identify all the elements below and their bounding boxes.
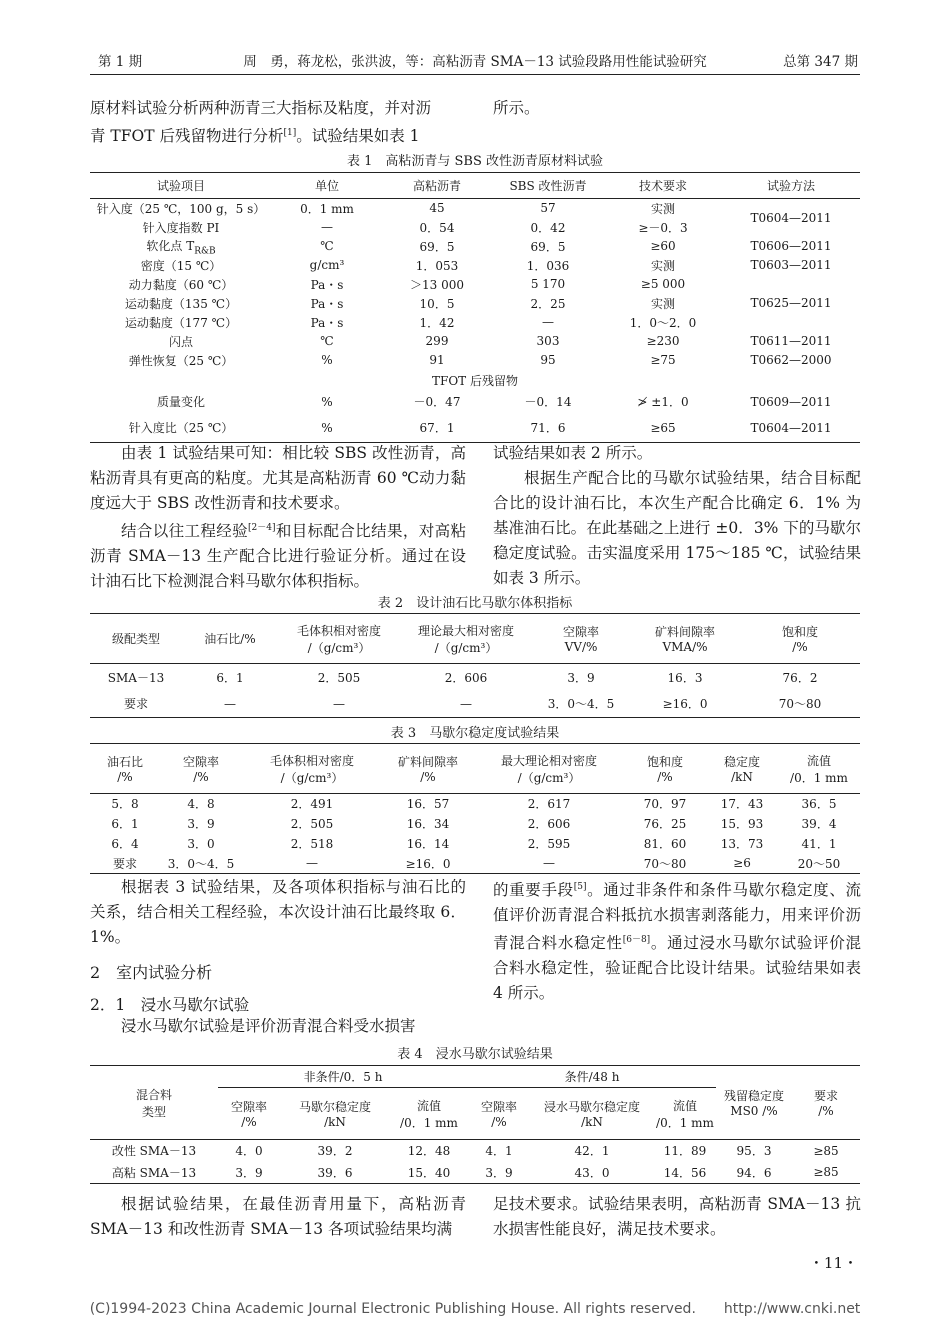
running-title: 周 勇，蒋龙松，张洪波，等：高粘沥青 SMA－13 试验段路用性能试验研究 (243, 54, 707, 70)
table-row: 弹性恢复（25 ℃） % 91 95 ≥75 T0662—2000 (128, 353, 832, 368)
page-number: ・11・ (808, 1254, 858, 1272)
table3-header-row: 油石比 /% 空隙率 /% 毛体积相对密度 /（g/cm³） 矿料间隙率 /% 最大理论相对密度 /（g/cm³） 饱和度 /% 稳定度 /kN 流值 /0．1 mm (90, 744, 860, 794)
table-row: 要求 3．0～4．5 — ≥16．0 — 70～80 ≥6 20～50 (90, 854, 860, 874)
table2-header-row: 级配类型 油石比/% 毛体积相对密度 /（g/cm³） 理论最大相对密度 /（g/cm³） 空隙率 VV/% 矿料间隙率 VMA/% 饱和度 /% (90, 614, 860, 664)
citation: [6－8] (622, 935, 651, 946)
section-2-1-heading: 2．1 浸水马歇尔试验 (90, 996, 250, 1014)
para3-right: 足技术要求。试验结果表明，高粘沥青 SMA－13 抗水损害性能良好，满足技术要求。 (493, 1195, 861, 1238)
section-2-1-text: 浸水马歇尔试验是评价沥青混合料受水损害 (121, 1017, 416, 1035)
table1 (90, 172, 860, 443)
copyright-footer: (C)1994-2023 China Academic Journal Electronic Publishing House. All rights reserved. http://www.cnki.net (89, 1301, 861, 1317)
intro-left: 原材料试验分析两种沥青三大指标及粘度，并对沥 青 TFOT 后残留物进行分析[1]。试验结果如表 1 (90, 99, 432, 146)
table3-caption: 表 3 马歇尔稳定度试验结果 (390, 726, 560, 741)
citation: [1] (283, 128, 297, 138)
table4 (90, 1065, 860, 1184)
table2 (90, 613, 860, 718)
table-row: 动力黏度（60 ℃） Pa・s ＞13 000 5 170 ≥5 000 (128, 277, 686, 292)
table-row: 改性 SMA－13 4．0 39．2 12．48 4．1 42．1 11．89 95．3 ≥85 (111, 1143, 839, 1159)
table-row: 6．1 3．9 2．505 16．34 2．606 76．25 15．93 39．4 (111, 817, 837, 831)
para1-left: 由表 1 试验结果可知：相比较 SBS 改性沥青，高粘沥青具有更高的粘度。尤其是高粘沥青 60 ℃动力黏度远大于 SBS 改性沥青和技术要求。 结合以往工程经验[2－4]和目标配合比结果，对高粘沥青 SMA－13 生产配合比进行验证分析。通过在设计油石比下检测混合料马歇尔体积指标。 (90, 444, 466, 591)
table-row: 针入度比（25 ℃） % 67．1 71．6 ≥65 T0604—2011 (90, 413, 860, 443)
table4-caption: 表 4 浸水马歇尔试验结果 (397, 1047, 553, 1062)
table-row: 高粘 SMA－13 3．9 39．6 15．40 3．9 43．0 14．56 94．6 ≥85 (90, 1162, 860, 1184)
table1-header-row: 试验项目 单位 高粘沥青 SBS 改性沥青 技术要求 试验方法 (90, 173, 860, 199)
table-row: 运动黏度（135 ℃） Pa・s 10．5 2．25 实测 T0625—2011 (124, 296, 832, 311)
table1-tfot-row: TFOT 后残留物 (432, 373, 518, 388)
intro-right: 所示。 (493, 99, 540, 117)
table-row: 密度（15 ℃） g/cm³ 1．053 1．036 实测 T0603—2011 (140, 258, 832, 273)
table4-group-row: 混合料 类型 非条件/0．5 h 条件/48 h 残留稳定度 MS0 /% 要求 /% (90, 1066, 860, 1088)
issue-label: 第 1 期 (98, 54, 143, 70)
table-row: 要求 — — — 3．0～4．5 ≥16．0 70～80 (90, 691, 860, 718)
para3-left: 根据试验结果，在最佳沥青用量下，高粘沥青 SMA－13 和改性沥青 SMA－13 各项试验结果均满 (90, 1195, 466, 1238)
para2-right: 的重要手段[5]。通过非条件和条件马歇尔稳定度、流值评价沥青混合料抵抗水损害剥落能力，用来评价沥青混合料水稳定性[6－8]。通过浸水马歇尔试验评价混合料水稳定性，验证配合比设计结果。试验结果如表 4 所示。 (493, 881, 861, 1003)
table-row: 软化点 $T_{R\&B}$ ℃ 69．5 69．5 ≥60 T0606—2011 (146, 238, 832, 256)
table-row: 6．4 3．0 2．518 16．14 2．595 81．60 13．73 41．1 (111, 837, 837, 851)
table-row: 5．8 4．8 2．491 16．57 2．617 70．97 17．43 36．5 (111, 797, 837, 812)
citation: [5] (573, 882, 587, 892)
table-row: 针入度（25 ℃，100 g，5 s） 0．1 mm 45 57 实测 T0604—2011 (96, 201, 832, 225)
table-row: 质量变化 % －0．47 －0．14 ≯ ±1．0 T0609—2011 (156, 394, 832, 410)
table-row: 针入度指数 PI — 0．54 0．42 ≥－0．3 (142, 220, 688, 235)
table-row: SMA－13 6．1 2．505 2．606 3．9 16．3 76．2 (107, 670, 818, 685)
table2-caption: 表 2 设计油石比马歇尔体积指标 (377, 596, 573, 611)
table3 (90, 743, 860, 874)
header-rule (90, 74, 860, 75)
para1-right: 试验结果如表 2 所示。 根据生产配合比的马歇尔试验结果，结合目标配合比的设计油石比，本次生产配合比确定 6．1% 为基准油石比。在此基础之上进行 ±0．3% 下的马歇尔稳定度试验。击实温度采用 175～185 ℃，试验结果如表 3 所示。 (493, 444, 861, 587)
section-2-heading: 2 室内试验分析 (90, 963, 213, 982)
table-row: 闪点 ℃ 299 303 ≥230 T0611—2011 (168, 334, 832, 349)
total-issue-label: 总第 347 期 (783, 54, 858, 70)
citation: [2－4] (248, 523, 276, 533)
table1-caption: 表 1 高粘沥青与 SBS 改性沥青原材料试验 (346, 154, 604, 169)
para2-left: 根据表 3 试验结果，及各项体积指标与油石比的关系，结合相关工程经验，本次设计油石比最终取 6．1%。 (90, 878, 466, 946)
table4-subheader-row: 空隙率 /% 马歇尔稳定度 /kN 流值 /0．1 mm 空隙率 /% 浸水马歇尔稳定度 /kN 流值 /0．1 mm (90, 1088, 860, 1140)
table-row: 运动黏度（177 ℃） Pa・s 1．42 — 1．0～2．0 (124, 315, 697, 330)
